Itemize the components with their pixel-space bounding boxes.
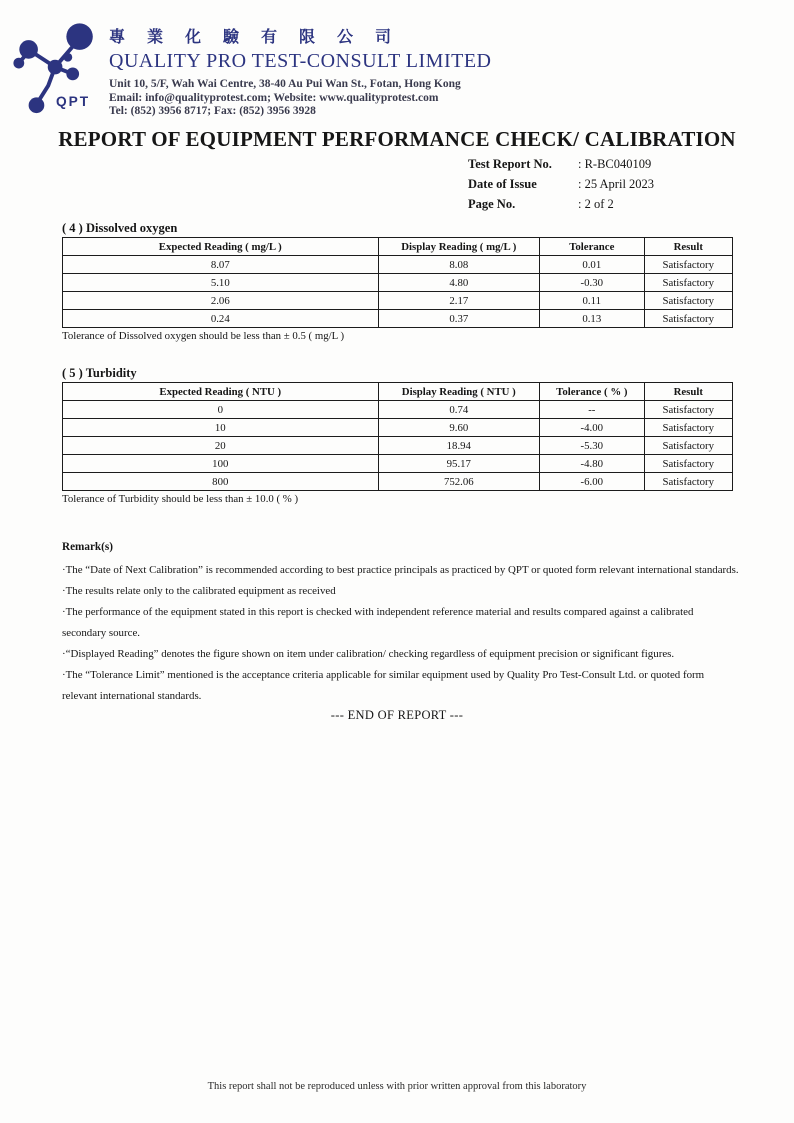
table-cell: 8.08 [378,256,539,274]
table-cell: 95.17 [378,455,539,473]
table-cell: 2.17 [378,292,539,310]
remark-item: ·“Displayed Reading” denotes the figure shown on item under calibration/ checking regardless of equipment precision or significant figures. [62,648,675,660]
table-cell: 20 [63,437,379,455]
table-cell: Satisfactory [644,310,732,328]
meta-label: Date of Issue [468,177,537,191]
table-cell: Satisfactory [644,401,732,419]
end-of-report-marker: --- END OF REPORT --- [330,708,464,722]
table-row [63,473,733,491]
table-cell: Satisfactory [644,274,732,292]
meta-label: Test Report No. [468,157,552,171]
company-name-chinese: 專 業 化 驗 有 限 公 司 [109,29,401,46]
remark-item: ·The “Date of Next Calibration” is recommended according to best practice principals as practiced by QPT or quoted form relevant international standards. [62,564,739,576]
table-cell: 800 [63,473,379,491]
report-meta [468,154,654,214]
column-header: Expected Reading ( NTU ) [63,383,379,401]
table-row [63,292,733,310]
table-cell: Satisfactory [644,437,732,455]
dissolved-oxygen-table [62,237,733,328]
logo-text: QPT [56,94,91,110]
report-title: REPORT OF EQUIPMENT PERFORMANCE CHECK/ CALIBRATION [58,127,736,151]
table-cell: 5.10 [63,274,379,292]
meta-row-test-report-no [468,154,654,174]
meta-value: : R-BC040109 [578,157,652,171]
company-tel-fax: Tel: (852) 3956 8717; Fax: (852) 3956 3928 [109,105,316,118]
section-heading-dissolved-oxygen: ( 4 ) Dissolved oxygen [62,221,178,235]
company-email-website: Email: info@qualityprotest.com; Website: www.qualityprotest.com [109,91,439,104]
meta-row-page-no [468,194,654,214]
table-cell: -- [540,401,645,419]
section-heading-turbidity: ( 5 ) Turbidity [62,366,137,380]
table-cell: Satisfactory [644,292,732,310]
table-row [63,437,733,455]
table-row [63,455,733,473]
company-address: Unit 10, 5/F, Wah Wai Centre, 38-40 Au Pui Wan St., Fotan, Hong Kong [109,78,461,90]
table-cell: 0.37 [378,310,539,328]
table-cell: -4.00 [540,419,645,437]
table-header-row [63,238,733,256]
remark-item: ·The performance of the equipment stated in this report is checked with independent reference material and results compared against a calibrated secondary source. [62,606,694,639]
column-header: Result [644,238,732,256]
table-cell: 10 [63,419,379,437]
company-name-english: QUALITY PRO TEST-CONSULT LIMITED [109,50,492,72]
column-header: Tolerance ( % ) [540,383,645,401]
table-cell: 0.74 [378,401,539,419]
meta-value: : 2 of 2 [578,197,614,211]
table-cell: 0.01 [540,256,645,274]
column-header: Expected Reading ( mg/L ) [63,238,379,256]
column-header: Display Reading ( NTU ) [378,383,539,401]
table-cell: 0.13 [540,310,645,328]
table-cell: Satisfactory [644,455,732,473]
reproduction-notice: This report shall not be reproduced unless with prior written approval from this laboratory [207,1081,587,1092]
dissolved-oxygen-tolerance-note: Tolerance of Dissolved oxygen should be less than ± 0.5 ( mg/L ) [62,330,345,342]
remark-item: ·The results relate only to the calibrated equipment as received [62,585,336,597]
table-cell: 0 [63,401,379,419]
table-row [63,274,733,292]
remarks-section [62,541,740,707]
table-cell: Satisfactory [644,419,732,437]
table-cell: -5.30 [540,437,645,455]
table-cell: Satisfactory [644,473,732,491]
table-cell: Satisfactory [644,256,732,274]
meta-value: : 25 April 2023 [578,177,655,191]
meta-label: Page No. [468,197,516,211]
company-logo-molecule-icon [10,20,108,118]
column-header: Tolerance [540,238,645,256]
table-row [63,419,733,437]
table-header-row [63,383,733,401]
table-row [63,310,733,328]
table-cell: 2.06 [63,292,379,310]
table-cell: 4.80 [378,274,539,292]
table-cell: -6.00 [540,473,645,491]
turbidity-tolerance-note: Tolerance of Turbidity should be less than ± 10.0 ( % ) [62,493,299,505]
table-cell: 8.07 [63,256,379,274]
table-cell: -4.80 [540,455,645,473]
remarks-heading: Remark(s) [62,541,113,553]
table-cell: 0.11 [540,292,645,310]
column-header: Result [644,383,732,401]
table-cell: 752.06 [378,473,539,491]
table-row [63,401,733,419]
table-cell: 100 [63,455,379,473]
table-cell: -0.30 [540,274,645,292]
column-header: Display Reading ( mg/L ) [378,238,539,256]
table-row [63,256,733,274]
remark-item: ·The “Tolerance Limit” mentioned is the acceptance criteria applicable for similar equipment used by Quality Pro Test-Consult Ltd. or quoted form relevant international standards. [62,669,705,702]
table-cell: 9.60 [378,419,539,437]
turbidity-table [62,382,733,491]
table-cell: 0.24 [63,310,379,328]
table-cell: 18.94 [378,437,539,455]
meta-row-date-of-issue [468,174,654,194]
